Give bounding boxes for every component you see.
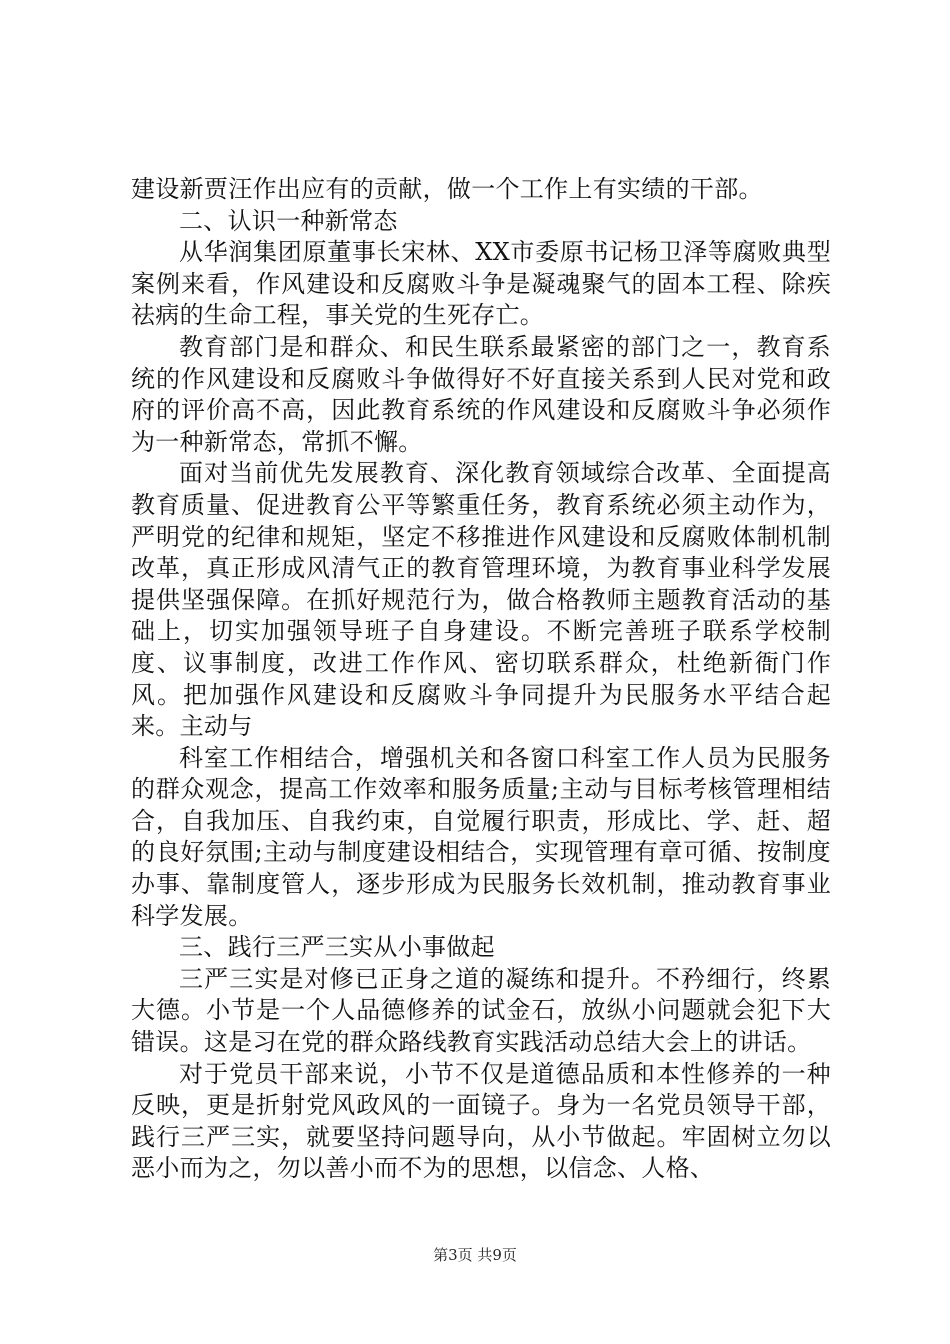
paragraph: 对于党员干部来说，小节不仅是道德品质和本性修养的一种反映，更是折射党风政风的一面镜子。身为一名党员领导干部，践行三严三实，就要坚持问题导向，从小节做起。牢固树立勿以恶小而为之，勿以善小而不为的思想，以信念、人格、 [131, 1059, 831, 1183]
section-heading-3: 三、践行三严三实从小事做起 [179, 933, 495, 962]
paragraph: 面对当前优先发展教育、深化教育领域综合改革、全面提高教育质量、促进教育公平等繁重任务，教育系统必须主动作为，严明党的纪律和规矩，坚定不移推进作风建设和反腐败体制机制改革，真正形成风清气正的教育管理环境，为教育事业科学发展提供坚强保障。在抓好规范行为，做合格教师主题教育活动的基础上，切实加强领导班子自身建设。不断完善班子联系学校制度、议事制度，改进工作作风、密切联系群众，杜绝新衙门作风。把加强作风建设和反腐败斗争同提升为民服务水平结合起来。主动与 [131, 459, 831, 741]
page-footer: 第3页 共9页 [433, 1246, 517, 1264]
paragraph: 教育部门是和群众、和民生联系最紧密的部门之一，教育系统的作风建设和反腐败斗争做得好不好直接关系到人民对党和政府的评价高不高，因此教育系统的作风建设和反腐败斗争必须作为一种新常态，常抓不懈。 [131, 332, 831, 456]
paragraph-continuation: 建设新贾汪作出应有的贡献，做一个工作上有实绩的干部。 [131, 175, 763, 203]
section-heading-2: 二、认识一种新常态 [179, 206, 398, 235]
paragraph: 科室工作相结合，增强机关和各窗口科室工作人员为民服务的群众观念，提高工作效率和服务质量;主动与目标考核管理相结合，自我加压、自我约束，自觉履行职责，形成比、学、赶、超的良好氛围;主动与制度建设相结合，实现管理有章可循、按制度办事、靠制度管人，逐步形成为民服务长效机制，推动教育事业科学发展。 [131, 743, 831, 930]
paragraph: 从华润集团原董事长宋林、XX市委原书记杨卫泽等腐败典型案例来看，作风建设和反腐败斗争是凝魂聚气的固本工程、除疾祛病的生命工程，事关党的生死存亡。 [131, 238, 831, 330]
paragraph: 三严三实是对修已正身之道的凝练和提升。不矜细行，终累大德。小节是一个人品德修养的试金石，放纵小问题就会犯下大错误。这是习在党的群众路线教育实践活动总结大会上的讲话。 [131, 964, 831, 1057]
document-body [131, 174, 831, 1185]
